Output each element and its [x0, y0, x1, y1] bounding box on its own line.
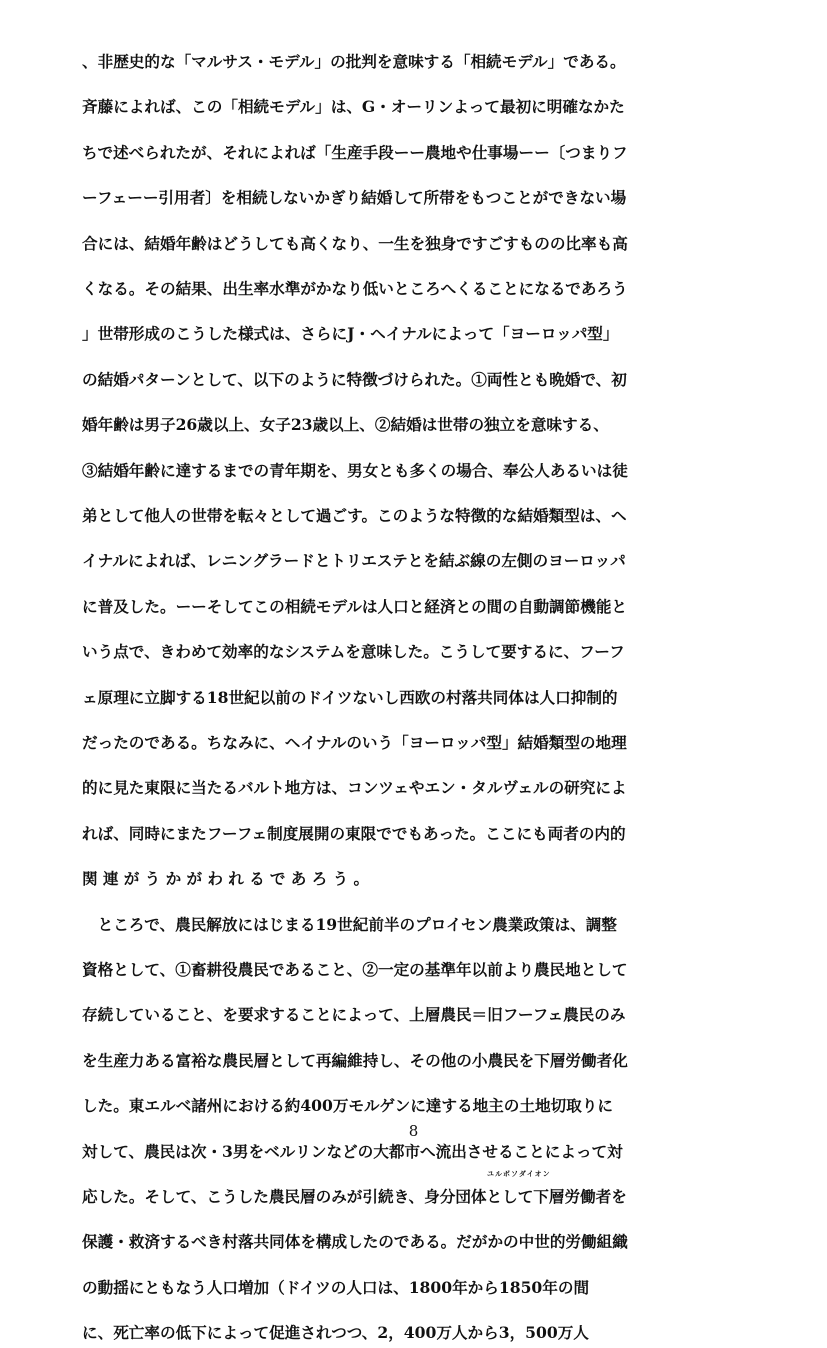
text-line: いう点で、きわめて効率的なシステムを意味した。こうして要するに、フーフ — [82, 642, 625, 662]
text-line: 存続していること、を要求することによって、上層農民＝旧フーフェ農民のみ — [82, 1005, 626, 1025]
text-line: 合には、結婚年齢はどうしても高くなり、一生を独身ですごすものの比率も高 — [82, 233, 628, 253]
text-line: 応した。そして、こうした農民層のみが引続き、身分団体として下層労働者を — [82, 1187, 627, 1206]
text-line: の動揺にともなう人口増加（ドイツの人口は、1800年から1850年の間 — [82, 1277, 590, 1297]
text-line: を生産力ある富裕な農民層として再編維持し、その他の小農民を下層労働者化 — [82, 1050, 628, 1070]
text-line: ③結婚年齢に達するまでの青年期を、男女とも多くの場合、奉公人あるいは徒 — [82, 460, 628, 480]
text-line: ちで述べられたが、それによれば「生産手段ーー農地や仕事場ーー〔つまりフ — [82, 142, 628, 162]
text-line: 弟として他人の世帯を転々として過ごす。このような特徴的な結婚類型は、ヘ — [82, 506, 627, 525]
text-line: くなる。その結果、出生率水準がかなり低いところへくることになるであろう — [82, 279, 628, 298]
text-line: ェ原理に立脚する18世紀以前のドイツないし西欧の村落共同体は人口抑制的 — [82, 687, 618, 707]
text-line: に普及した。ーーそしてこの相続モデルは人口と経済との間の自動調節機能と — [82, 596, 628, 616]
text-line: 保護・救済するべき村落共同体を構成したのである。だがかの中世的労働組織 — [82, 1232, 628, 1252]
text-line: の結婚パターンとして、以下のように特徴づけられた。①両性とも晩婚で、初 — [82, 369, 627, 389]
text-line: した。東エルベ諸州における約400万モルゲンに達する地主の土地切取りに — [82, 1096, 613, 1116]
text-line: 的に見た東限に当たるバルト地方は、コンツェやエン・タルヴェルの研究によ — [82, 778, 627, 798]
ruby-annotation: ユルボソダイオン — [487, 1169, 551, 1178]
text-line: 、非歴史的な「マルサス・モデル」の批判を意味する「相続モデル」である。 — [82, 52, 626, 71]
text-line: 対して、農民は次・3男をベルリンなどの大都市へ流出させることによって対 — [82, 1141, 623, 1161]
text-line: に、死亡率の低下によって促進されつつ、2，400万人から3，500万人 — [82, 1323, 589, 1343]
text-line: 資格として、①畜耕役農民であること、②一定の基準年以前より農民地として — [82, 960, 628, 979]
text-line: だったのである。ちなみに、ヘイナルのいう「ヨーロッパ型」結婚類型の地理 — [82, 733, 627, 752]
text-line: 婚年齢は男子26歳以上、女子23歳以上、②結婚は世帯の独立を意味する、 — [82, 415, 609, 435]
text-line: ところで、農民解放にはじまる19世紀前半のプロイセン農業政策は、調整 — [82, 914, 617, 934]
text-line: れば、同時にまたフーフェ制度展開の東限ででもあった。ここにも両者の内的 — [82, 823, 626, 843]
text-line: 」世帯形成のこうした様式は、さらにJ・ヘイナルによって「ヨーロッパ型」 — [82, 324, 619, 344]
text-line: 斉藤によれば、この「相続モデル」は、G・オーリンよって最初に明確なかた — [82, 97, 625, 117]
text-line: 関連がうかがわれるであろう。 — [82, 869, 375, 889]
text-line: イナルによれば、レニングラードとトリエステとを結ぶ線の左側のヨーロッパ — [82, 551, 626, 571]
text-line: ーフェーー引用者〕を相続しないかぎり結婚して所帯をもつことができない場 — [82, 188, 627, 208]
page-number: 8 — [408, 1122, 419, 1140]
